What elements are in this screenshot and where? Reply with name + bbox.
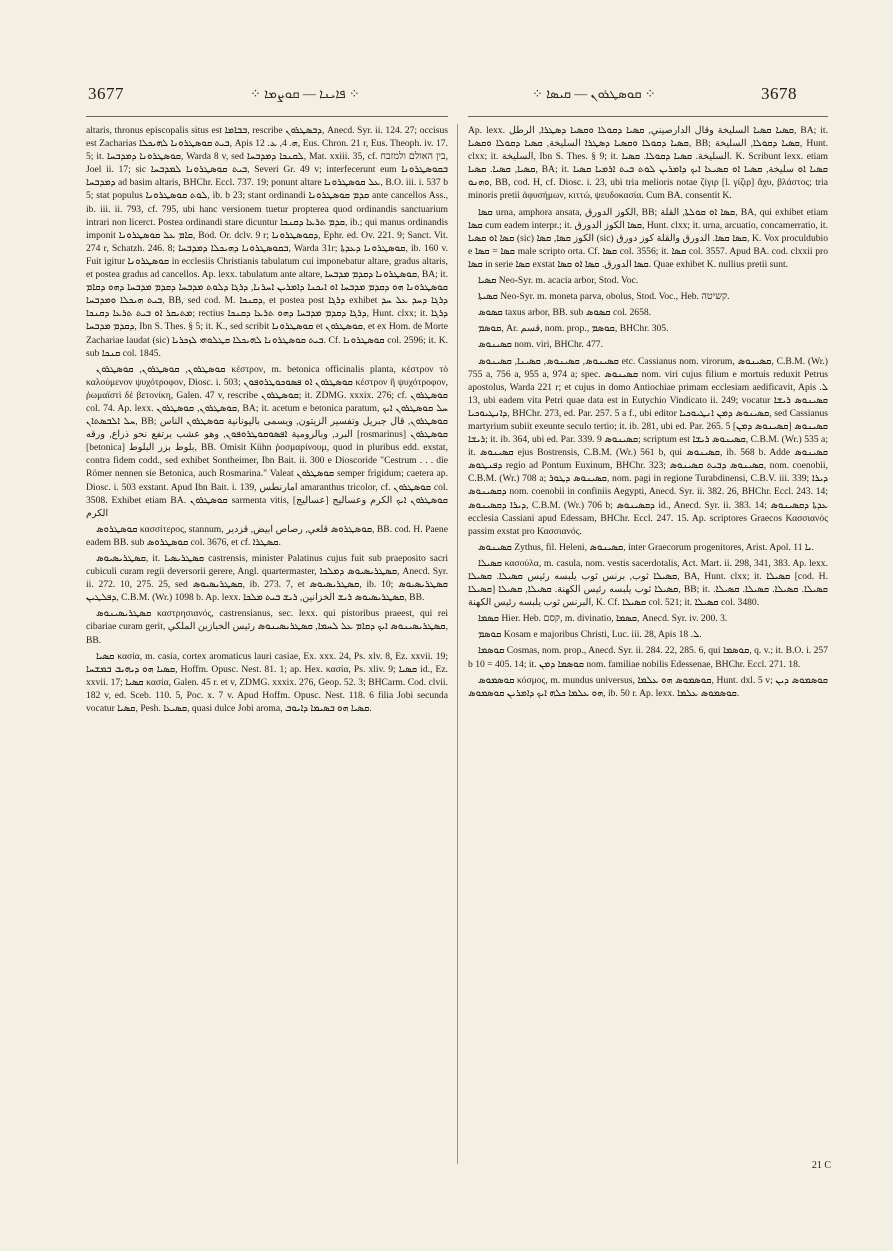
left-running-head: ⁘ ܦܐܝܢܐ — ܩܘܨܡܐ ⁘ bbox=[250, 86, 360, 101]
entry-paragraph: ܩܣܝܐ Neo-Syr. m. acacia arbor, Stod. Voc. bbox=[478, 275, 639, 287]
entry-paragraph: ܩܣܝܢܘܣ Zythus, fil. Heleni, ܩܣܝܢܘܣ, inter Graecorum progenitores, Arist. Apol. ܝܐ 11. bbox=[478, 541, 815, 553]
signature-mark: 21 C bbox=[811, 1160, 831, 1171]
entry-paragraph: ܩܣܝܢܘܣ, ܩܣܝܢܘܣ, ܩܣܝܢܐ, ܩܣܝܢܘܣ etc. Cassianus nom. virorum, ܩܣܝܢܘܣ, C.B.M. (Wr.) 755 a, 756 a, 955 a, 974 a; spec. ܩܣܝܢܘܣ nom. viri cujus filium e mortuis reduxit Petrus apostolus, Warda 221 r; et cujus in domo Antiochiae primam ecclesiam aedificavit, Apis ܠ. 13, ubi eadem vita Petri quae data est in Eutychio Vindicato ii. 249; vocatur ܩܣܝܢܘܣ ܪܝܫܐ ܕܐܢܛܝܘܟܝܐ, BHChr. 273, ed. Par. 257. 5 a f., ubi editor ܩܣܝܢܘܣ ܕܡܢ ܐܢܛܝܘܟܝܐ, sed Cassianus martyrium subiit exeunte seculo tertio; it. ib. 281, ubi ed. Par. 265. 5 [ܩܣܝܢܘܣ ܕܡܢ] ܩܣܝܢܘܣ ܪܝܫܐ; it. ib. 364, ubi ed. Par. 339. 9 ܩܣܝܢܘܣ; scriptum est ܩܣܝܢܘܣ ܪܝܫܐ, C.B.M. (Wr.) 535 a; it. ܩܣܝܢܘܣ ejus Bostrensis, C.B.M. (Wr.) 561 b, qui ܩܣܝܢܘܣ, ib. 568 b. Adde ܩܣܝܢܘܣ ܕܦܢܛܘܣ regio ad Pontum Euxinum, BHChr. 323; ܩܣܝܢܘܣ ܕܒܝܬ ܩܣܝܢܘܣ, nom. coenobii, C.B.M. (Wr.) 708 a; ܩܣܝܢܘܣ ܕܛܘܪ, nom. pagi in regione Turabdinensi, C.B.V. iii. 339; ܕܝܪܐ ܕܩܣܝܢܘܣ nom. coenobii in confiniis Aegypti, Anecd. Syr. ii. 382. 26, BHChr. Eccl. 243. 14; ܕܝܪܐ ܕܩܣܝܢܘܣ, C.B.M. (Wr.) 706 b; ܕܩܣܝܢܘܣ id., Anecd. Syr. ii. 383. 14; ܥܕܬܐ ܕܩܣܝܢܘܣ ecclesia Cassiani apud Edessam, BHChr. Eccl. 247. 15. Ap. scriptores Graecos Κασσιανός passim exstat pro Κασσιανός. bbox=[468, 355, 829, 537]
entry-paragraph: ܩܘܣܡܘܣ κόσμος, m. mundus universus, ܩܘܣܡܘܣ ܗܘ ܥܠܡܐ, Hunt. dxl. 5 v; ܩܘܣܡܘܣ ܕܝܢ ܗܘ ܥܠܡܐ ܟܠܗ ܐܝܟ ܕܐܡܪܝܢ ܩܘܣܡܘܣ, ib. 50 r. Ap. lexx. ܩܘܣܡܘܣ ܥܠܡܐ. bbox=[468, 674, 828, 699]
entry-paragraph: Ap. lexx. ܩܣܝܐ ܩܣܝܐ السليخة وقال الدارصيني, ܩܣܝܐ ܕܩܘܠܐ ܘܩܣܝܐ ܕܣܛܪܐ, الرطل, BA; it. ܩܣܝܐ ܕܩܘܠܐ ܘܩܣܝܐ ܕܣܛܪܐ السليخة, ܩܣܝܐ ܕܩܘܠܐ ܘܩܣܝܐ, BB; ܩܣܝܐ ܕܩܘܠܐ, السليخة, Hunt. clxx; it. السليخة, Ibn S. Thes. § 9; it. السليخة. ܩܣܝܐ ܕܩܘܠܐ. ܩܣܝܐ. K. Scribunt lexx. etiam ܩܣܝܐ, ܩܣܝܐ. ܩܣܝܐ, BA; it. ܩܣܝܐ ܐܘ سليخة, ܩܣܝܐ ܐܘ ܩܣܝܥܐ ܐܝܟ ܕܐܡܪܝܢ ܠܘܬ ܒܝܬ ܐܪܡܝܐ ܩܣܝܐ ܘܗܢܘ, BB, cod. H, cf. Diosc. i. 23, ubi tria melioris notae ζίγιρ [l. γίζιρ] ἄχυ, βλάστος; tria minoris pretii ἀφυσήμων, κιττώ, ψευδοκασία. Cum BA. consentit K. bbox=[468, 125, 828, 202]
right-column bbox=[468, 124, 828, 703]
page-header bbox=[0, 84, 893, 108]
entry-paragraph: ܩܣܛܪܝܣܝܘܣ, it. ܩܣܛܪܝܣܝܐ castrensis, minister Palatinus cujus fuit sub praeposito sacri cubiculi curam regii deversorii gerere, Angl. quartermaster, ܩܣܛܪܝܣܝܘܣ ܕܡܠܟܐ, Anecd. Syr. ii. 272. 10, 275. 25, sed ܩܣܛܪܝܣܝܘܣ, ib. 273. 7, et ܩܣܛܪܝܣܝܘܣ, ib. 10; ܩܣܛܪܝܣܝܘܣ ܕܦܠܛܝܢ, C.B.M. (Wr.) 1098 b. Ap. lexx. ܩܣܛܪܝܣܝܘܣ ܪܝܫ الخزانين, ܪܝܫ ܒܝܬ ܡܠܟܐ, BB. bbox=[86, 553, 448, 604]
entry-paragraph: ܩܣܛܪܝܣܝܢܘܣ καστρησιανός, castrensianus, sec. lexx. qui pistoribus praeest, qui rei cibariae curam gerit, ܩܣܛܪܝܣܝܢܘܣ ܐܝܟ ܕܩܐܡ ܥܠ ܠܚܡܐ, ܩܣܛܪܝܣܝܢܘܣ رئيس الخبازين الملكي, BB. bbox=[86, 608, 448, 646]
right-page-number: 3678 bbox=[761, 84, 797, 103]
left-header-rule bbox=[86, 116, 448, 117]
left-column bbox=[86, 124, 448, 718]
right-running-head: ⁘ ܩܘܣܛܪܘܢ — ܩܝܣܐ ⁘ bbox=[532, 86, 656, 101]
entry-paragraph: ܩܘܣܛܪܘܢ, ܩܘܣܛܪܘܢ, ܩܘܣܛܪܘܢ κέστρον, m. betonica officinalis planta, κέστρον τὸ καλούμενον ψυχότροφον, Diosc. i. 503; ܩܘܣܛܪܘܢ ܐܘ ܦܣܘܟܘܛܪܘܦܘܢ κέστρον ἢ ψυχότροφον, ῥωμαϊστὶ δὲ βετονίκη, Galen. 47 v, rescribe ܩܘܣܛܪܘܢ; it. ZDMG. xxxix. 276; cf. ܩܘܣܛܪܘܢ col. 74. Ap. lexx. ܩܘܣܛܪܘܢ, ܩܘܣܛܪܘܢ, BA; it. acetum e betonica paratum, ܚܠ ܩܘܣܛܪܘܢ ܐܝܟ ܚܠ ܐܠܒܣܬܐܢ, BB; ܩܘܣܛܪܘܢ, قال جبريل وتفسير الزيتون, ويسمى باليونانية ܩܘܣܛܪܘܢ الناس البرد, وبالرومية ܐܦܣܘܩܘܛܪܘܦܘܢ, وهو عشب يرتفع نحو ذراع, ورقه [rosmarinus] ܩܘܣܛܪܘܢ [betonica] بلوط بزر البلوط, BB. Omisit Kühn ῥοσμαρίνουμ, quod in pluribus edd. exstat, contra fidem codd., sed exhibet Sontheimer, Ibn Bait. ii. 300 e Dioscoride "Cestrum . . . die Römer nennen sie Betonica, auch Rosmarina." Valeat ܩܘܣܛܪܘܢ semper frigidum; caetera ap. Diosc. i. 503 exstant. Apud Ibn Bait. i. 139, امارنطس amaranthus tricolor, cf. ܩܘܣܛܪܘܢ col. 3508. Exhibet etiam BA. ܩܘܣܛܪܘܢ sarmenta vitis, ܩܘܣܛܪܘܢ ܐܝܟ الكرم وعساليج [عساليج] الكرم bbox=[86, 363, 449, 519]
entry-paragraph: ܩܣܘܣ taxus arbor, BB. sub ܩܣܘܣ col. 2658. bbox=[478, 307, 652, 319]
entry-paragraph: ܩܣܝܐ κασία, m. casia, cortex aromaticus lauri casiae, Ex. xxx. 24, Ps. xlv. 8, Ez. xxvii. 19; ܩܣܝܐ ܗܘ ܕܝܗܝܒ ܒܡܫܚܐ, Hoffm. Opusc. Nest. 81. 1; ap. Hex. κασία, Ps. xliv. 9; ܩܣܝܐ id., Ez. xxvii. 17; ܩܣܝܐ κασία, Galen. 45 r. et v, ZDMG. xxxix. 276, Geop. 52. 3; BHCarm. Cod. clvii. 182 v, ed. Sceb. 110. 5, Poc. x. 7 v. Apud Hoffm. Opusc. Nest. 118. 6 filia Jobi secunda vocatur ܩܣܝܐ, Pesh. ܩܣܝܥܐ, quasi dulce Jobi aroma, ܩܣܝܐ ܗܘ ܒܣܝܡܐ ܕܐܝܘܒ. bbox=[86, 650, 448, 715]
entry-paragraph: ܩܘܣܛܪܘܣ κασσίτερος, stannum, ܩܘܣܛܪܘܣ قلعي, رصاص ابيض, قزدير, BB. cod. H. Paene eadem BB. sub ܩܘܣܛܪܘܣ col. 3676, et cf. ܩܣܛܪܐ. bbox=[86, 523, 448, 548]
entry-paragraph: ܩܘܣܡ, Ar. قسم, nom. prop., ܩܘܣܡ, BHChr. 305. bbox=[478, 323, 669, 335]
entry-paragraph: ܩܣܝܠܐ κασούλα, m. casula, nom. vestis sacerdotalis, Act. Mart. ii. 298, 341, 383. Ap. lexx. ܩܣܝܠܐ ثوب, برنس ثوب يلبسه رئيس ܩܣܝܠܐ. ܩܣܝܠܐ, BA, Hunt. clxx; it. ܩܣܝܠܐ [cod. H. ܩܣܝܠܐ] ܩܣܝܠܐ ثوب يلبسه رئيس الكهنة. ܩܣܝܠܐ, ܩܣܝܠܐ, BB; it. ܩܣܝܠܐ. ܩܣܝܠܐ. ܩܣܝܠܐ. ܩܣܝܠܐ. البرنس ثوب يلبسه رئيس الكهنة, K. Cf. ܩܣܝܠܐ col. 521; it. ܩܣܝܠܐ col. 3480. bbox=[468, 557, 828, 609]
right-header-rule bbox=[468, 116, 828, 117]
entry-paragraph: ܩܣܡܐ Hier. Heb. קסם, m. divinatio, ܩܣܡܐ, Anecd. Syr. iv. 200. 3. bbox=[478, 613, 728, 625]
entry-paragraph: ܩܣܝܬܐ Neo-Syr. m. moneta parva, obolus, Stod. Voc., Heb. קשיטה. bbox=[478, 291, 730, 303]
entry-paragraph: ܩܣܝܢܘܣ nom. viri, BHChr. 477. bbox=[478, 339, 604, 351]
entry-paragraph: ܩܘܣܡ Kosam e majoribus Christi, Luc. iii. 28, Apis ܠ. 18. bbox=[478, 629, 702, 641]
entry-paragraph: ܩܣܐ urna, amphora ansata, الكوز الدورق, BB; ܩܣܐ ܐܘ ܩܘܠܬܐ, القلة, BA, qui exhibet etiam ܩܣܐ cum eadem interpr.; it. ܩܣܐ الكوز الدورق, Hunt. clxx; it. urna, arcuatio, concamerratio, it. ܩܣܐ ܐܘ ܩܣܝܐ (sic) الكوز ܩܣܐ, ܩܣܐ (sic) ܩܣܐ ܩܣܐ. الدورق والقلة كوز دورق, K. Vox proculdubio e ܩܣܐ = ܩܣܐ male scripto orta. Cf. ܩܣܐ col. 3556; it. ܩܣܐ col. 3557. Apud BA. cod. clxxii pro ܩܣܐ in serie ܩܣܐ exstat ܩܣܐ الدورق. ܩܣܐ ܐܘ ܩܣܐ. Quae exhibet K. nullius pretii sunt. bbox=[468, 206, 829, 270]
left-page-number: 3677 bbox=[88, 84, 124, 103]
column-divider bbox=[457, 124, 458, 1164]
entry-paragraph: ܩܘܣܡܐ Cosmas, nom. prop., Anecd. Syr. ii. 284. 22, 285. 6, qui ܩܘܣܡܐ, q. v.; it. B.O. i. 257 b 10 = 405. 14; it. ܩܘܣܡܐ ܕܡܢ nom. familiae nobilis Edessenae, BHChr. Eccl. 271. 18. bbox=[468, 645, 829, 670]
entry-paragraph: altaris, thronus episcopalis situs est ܒܒܐܡܐ, rescribe ܕܒܣܛܪܘܢ, Anecd. Syr. ii. 124. 27; occisus est Zacharias ܒܝܬ ܩܘܣܛܪܘܢܐ ܠܗܝܟܠܐ, Apis ܗ. 4, ܥ. 12, Eus. Chron. 21 r, Eus. Theoph. iv. 17. 5; it. ܩܘܣܛܪܘܢܐ ܕܡܕܒܚܐ, Warda 8 v, sed ܠܩܢܟܐ ܕܡܕܒܚܐ, Mat. xxiii. 35, cf. בין האולם ולמזבח, Joel ii. 17; sic ܒܝܬ ܩܘܣܛܪܘܢܐ ܠܡܕܒܚܐ, Severi Gr. 49 v; interfecerunt eum ܒܩܘܣܛܪܘܢܐ ܕܡܕܒܚܐ ad basim altaris, BHChr. Eccl. 737. 19; ponunt altare ܥܠ ܩܘܣܛܪܘܢܐ, B.O. iii. i. 537 b 5; stat populus ܠܘܬ ܩܘܣܛܪܘܢܐ, ib. b 23; stant ordinandi ܩܕܡ ܩܘܣܛܪܘܢܐ ante cancellos Ass., ib. iii. ii. 793, cf. 795, ubi hanc versionem tuetur propterea quod ordinandis sanctuarium intrari non licerct. Postea ordinandi stare dicuntur ܩܕܡ ܬܪܥܐ ܕܩܢܟܐ, ib.; qui manus ordinandis imponit ܩܐܡ ܥܠ ܩܘܣܛܪܘܢܐ, Bod. Or. dclv. 9 r; ܕܩܘܣܛܪܘܢܐ, Ephr. ed. Ov. 221. 9; Sanct. Vit. 274 r, Schatzh. 246. 8; ܒܩܘܣܛܪܘܢܐ ܕܗܝܟܠܐ ܕܡܕܒܚܐ, Warda 31r; ܩܘܣܛܪܘܢܐ ܕܥܕܬܐ, ib. 160 v. Fuit igitur ܩܘܣܛܪܘܢܐ in ecclesiis Christianis tabulatum cui imponebatur altare, gradus altaris, et postea gradus ad cancellos. Ap. lexx. tabulatum ante altare, ܩܘܣܛܪܘܢܐ ܕܩܕܡ ܡܕܒܚܐ, BA; it. ܩܘܣܛܪܘܢܐ ܗܘ ܕܩܕܡ ܡܕܒܚܐ ܐܘ ܐܝܟܢܐ ܕܐܡܪܝܢ ܐܚܪܢܐ, ܕܪܓܐ ܕܠܘܬ ܡܕܒܚܐ ܕܩܕܡ ܡܕܒܚܐ ܕܗܘ ܕܩܐܡ ܒܝܬ ܗܝܟܠܐ ܘܡܕܒܚܐ, BB, sed cod. M. ܕܩܢܟܐ, et postea post ܕܪܓܐ exhibet ܕܪܓܐ ܕܚܕ ܥܠ ܚܕ ܡܬܝܩܪ ܐܘ ܒܝܬ ܬܪܥܐ ܕܩܢܟܐ; rectius ܕܪܓܐ ܕܩܕܡ ܡܕܒܚܐ ܕܗܘ ܬܪܥܐ ܕܩܢܟܐ, Hunt. clxx; it. ܕܪܓܐ ܕܩܕܡ ܡܕܒܚܐ, Ibn S. Thes. § 5; it. K., sed scribit ܩܘܣܛܪܘܢܐ et ܩܘܣܛܪܘܢ, et ex Hom. de Morte Zachariae laudat (sic) ܒܝܬ ܩܘܣܛܪܘܢܐ ܠܗܝܟܠܐ ܩܛܠܘܗܝ ܠܙܟܪܝܐ. Cf. ܩܘܣܛܪܘܢܐ col. 2596; it. K. sub ܩܢܟܐ col. 1845. bbox=[86, 125, 449, 359]
